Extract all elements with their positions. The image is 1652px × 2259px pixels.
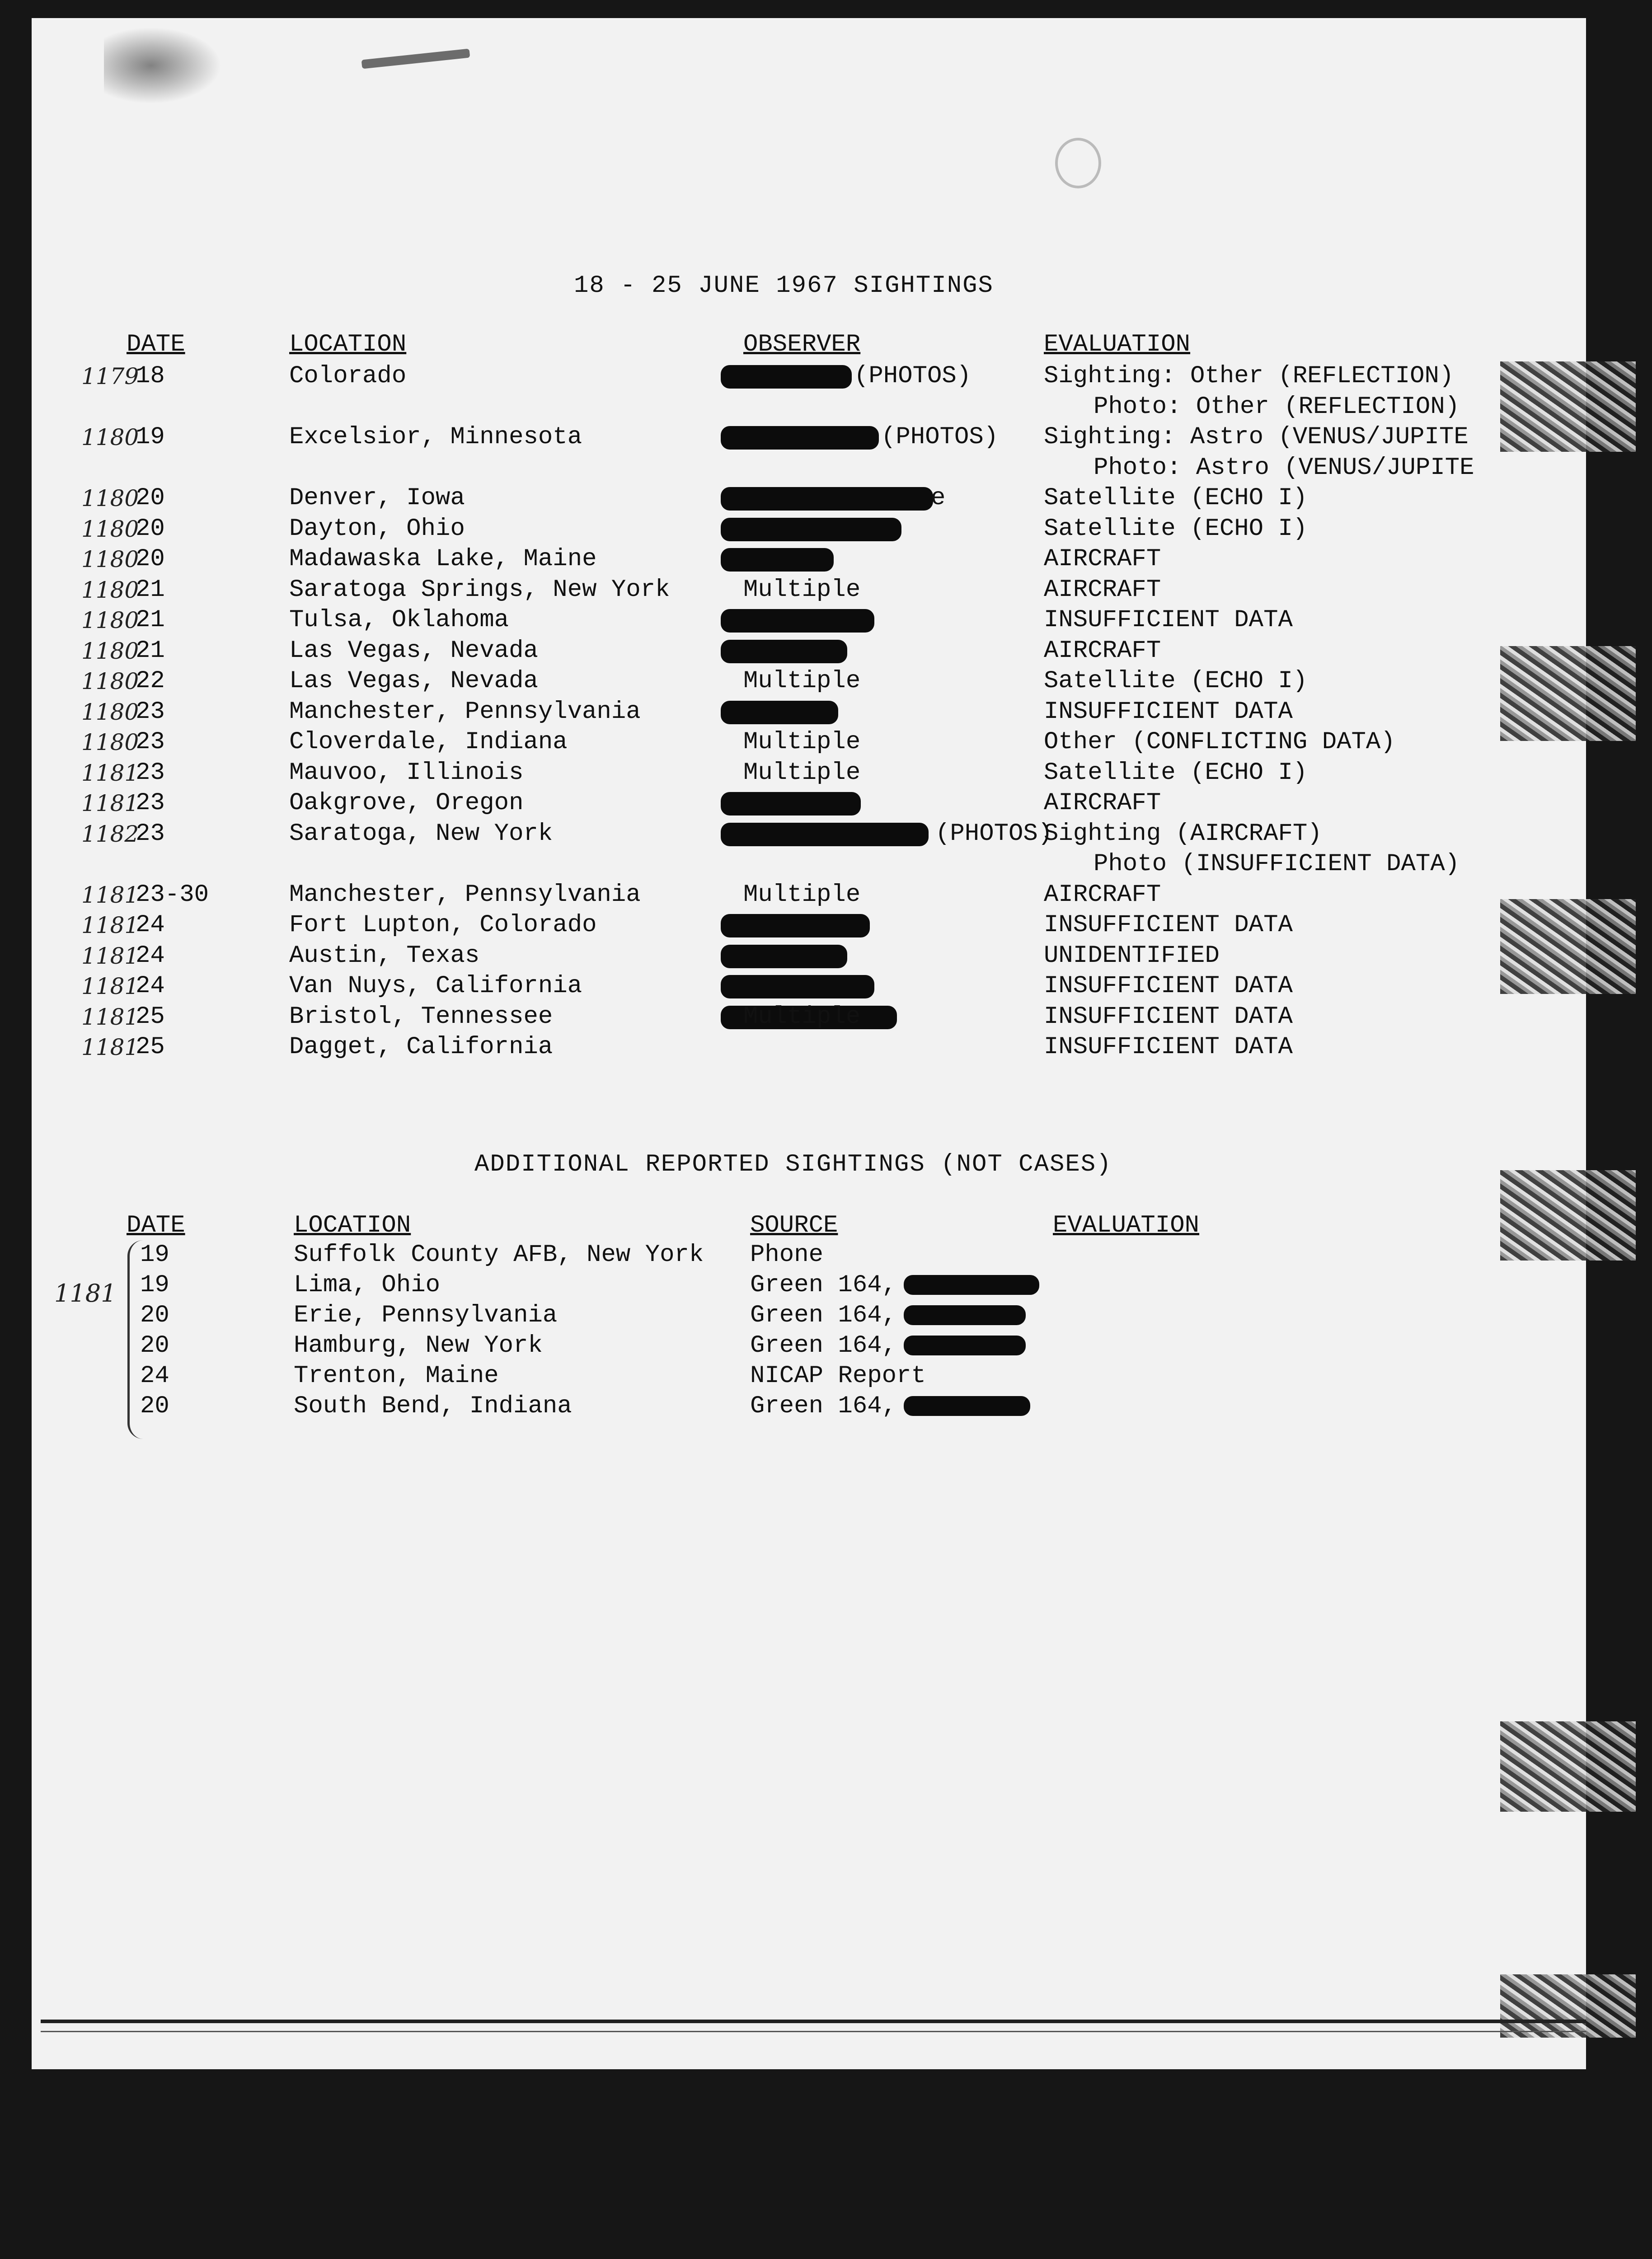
row-evaluation: AIRCRAFT bbox=[1044, 789, 1161, 817]
redaction-bar bbox=[721, 975, 874, 998]
row-observer: Multiple bbox=[743, 759, 861, 787]
redaction-bar bbox=[721, 914, 870, 937]
table-row bbox=[0, 1002, 1652, 1032]
table-row bbox=[0, 605, 1652, 635]
row-evaluation-photo: Photo (INSUFFICIENT DATA) bbox=[1094, 850, 1460, 878]
row-location: Saratoga Springs, New York bbox=[289, 576, 670, 604]
row-date: 21 bbox=[136, 606, 165, 634]
row-location: Las Vegas, Nevada bbox=[289, 667, 538, 695]
list-item bbox=[0, 1301, 1652, 1331]
row-date: 20 bbox=[140, 1332, 169, 1359]
row-date: 25 bbox=[136, 1003, 165, 1031]
handwritten-case-number: 1180 bbox=[81, 546, 139, 572]
list-item bbox=[0, 1331, 1652, 1361]
row-evaluation-photo: Photo: Astro (VENUS/JUPITE bbox=[1094, 454, 1474, 482]
header-observer: OBSERVER bbox=[743, 331, 861, 358]
row-location: Manchester, Pennsylvania bbox=[289, 881, 641, 909]
row-observer: Multiple bbox=[743, 881, 861, 909]
handwritten-case-number: 1181 bbox=[81, 912, 139, 938]
handwritten-case-number: 1181 bbox=[81, 943, 139, 969]
row-date: 24 bbox=[140, 1362, 169, 1390]
row-observer: e bbox=[931, 484, 946, 512]
handwritten-case-number: 1181 bbox=[54, 1279, 117, 1308]
handwritten-case-number: 1180 bbox=[81, 638, 139, 664]
row-location: Madawaska Lake, Maine bbox=[289, 545, 597, 573]
row-location: Manchester, Pennsylvania bbox=[289, 698, 641, 726]
row-location: Dayton, Ohio bbox=[289, 515, 465, 543]
row-source: NICAP Report bbox=[750, 1362, 926, 1390]
row-evaluation: INSUFFICIENT DATA bbox=[1044, 911, 1293, 939]
row-evaluation: UNIDENTIFIED bbox=[1044, 942, 1220, 970]
handwritten-case-number: 1181 bbox=[81, 882, 139, 908]
redaction-bar bbox=[904, 1275, 1039, 1295]
redaction-bar bbox=[721, 609, 874, 633]
handwritten-case-number: 1180 bbox=[81, 424, 139, 450]
row-date: 20 bbox=[136, 484, 165, 512]
row-date: 23 bbox=[136, 759, 165, 787]
additional-header-source: SOURCE bbox=[750, 1212, 838, 1239]
additional-header-date: DATE bbox=[127, 1212, 185, 1239]
row-source: Green 164, bbox=[750, 1271, 897, 1299]
table-row bbox=[0, 880, 1652, 910]
redaction-bar bbox=[904, 1305, 1026, 1325]
row-evaluation: Satellite (ECHO I) bbox=[1044, 759, 1308, 787]
row-date: 23-30 bbox=[136, 881, 209, 909]
row-location: Denver, Iowa bbox=[289, 484, 465, 512]
table-row bbox=[0, 788, 1652, 818]
row-observer: (PHOTOS) bbox=[854, 362, 971, 390]
row-date: 24 bbox=[136, 911, 165, 939]
row-evaluation-photo: Photo: Other (REFLECTION) bbox=[1094, 393, 1460, 421]
handwritten-case-number: 1181 bbox=[81, 760, 139, 786]
table-row bbox=[0, 697, 1652, 727]
row-observer: Multiple bbox=[743, 576, 861, 604]
redaction-bar bbox=[904, 1396, 1030, 1416]
handwritten-case-number: 1180 bbox=[81, 607, 139, 633]
row-date: 23 bbox=[136, 698, 165, 726]
row-location: Colorado bbox=[289, 362, 407, 390]
table-row bbox=[0, 727, 1652, 757]
row-location: Trenton, Maine bbox=[294, 1362, 499, 1390]
table-row bbox=[0, 941, 1652, 971]
row-observer: Multiple bbox=[743, 1003, 861, 1031]
handwritten-case-number: 1181 bbox=[81, 790, 139, 816]
list-item bbox=[0, 1361, 1652, 1391]
table-row bbox=[0, 453, 1652, 483]
handwritten-case-number: 1180 bbox=[81, 485, 139, 511]
row-evaluation: Satellite (ECHO I) bbox=[1044, 667, 1308, 695]
redaction-bar bbox=[721, 548, 834, 572]
additional-header-evaluation: EVALUATION bbox=[1053, 1212, 1200, 1239]
row-location: Cloverdale, Indiana bbox=[289, 728, 568, 756]
table-row bbox=[0, 1032, 1652, 1062]
list-item bbox=[0, 1240, 1652, 1270]
handwritten-case-number: 1181 bbox=[81, 1004, 139, 1030]
row-location: Hamburg, New York bbox=[294, 1332, 543, 1359]
list-item bbox=[0, 1270, 1652, 1300]
row-observer: Multiple bbox=[743, 667, 861, 695]
row-evaluation: Sighting (AIRCRAFT) bbox=[1044, 820, 1322, 848]
additional-title: ADDITIONAL REPORTED SIGHTINGS (NOT CASES) bbox=[474, 1151, 1112, 1178]
row-location: Lima, Ohio bbox=[294, 1271, 441, 1299]
handwritten-case-number: 1180 bbox=[81, 729, 139, 755]
row-source: Green 164, bbox=[750, 1302, 897, 1329]
row-date: 20 bbox=[136, 515, 165, 543]
row-date: 19 bbox=[136, 423, 165, 451]
table-row bbox=[0, 483, 1652, 513]
redaction-bar bbox=[721, 823, 929, 846]
row-location: Erie, Pennsylvania bbox=[294, 1302, 558, 1329]
row-evaluation: Other (CONFLICTING DATA) bbox=[1044, 728, 1395, 756]
redaction-bar bbox=[721, 365, 852, 389]
row-location: Excelsior, Minnesota bbox=[289, 423, 582, 451]
table-row bbox=[0, 392, 1652, 422]
header-evaluation: EVALUATION bbox=[1044, 331, 1191, 358]
row-evaluation: INSUFFICIENT DATA bbox=[1044, 972, 1293, 1000]
list-item bbox=[0, 1392, 1652, 1421]
row-date: 23 bbox=[136, 728, 165, 756]
additional-header-location: LOCATION bbox=[294, 1212, 411, 1239]
redaction-bar bbox=[721, 640, 847, 663]
table-row bbox=[0, 971, 1652, 1001]
handwritten-case-number: 1179 bbox=[81, 363, 139, 389]
row-observer: Multiple bbox=[743, 728, 861, 756]
table-row bbox=[0, 544, 1652, 574]
table-row bbox=[0, 361, 1652, 391]
row-evaluation: AIRCRAFT bbox=[1044, 576, 1161, 604]
page-title: 18 - 25 JUNE 1967 SIGHTINGS bbox=[574, 272, 994, 300]
table-row bbox=[0, 758, 1652, 788]
table-row bbox=[0, 849, 1652, 879]
row-observer: (PHOTOS) bbox=[935, 820, 1053, 848]
redaction-bar bbox=[904, 1336, 1026, 1355]
row-evaluation: Sighting: Astro (VENUS/JUPITE bbox=[1044, 423, 1469, 451]
row-location: Suffolk County AFB, New York bbox=[294, 1241, 704, 1269]
row-source: Green 164, bbox=[750, 1392, 897, 1420]
redaction-bar bbox=[721, 701, 838, 724]
row-location: Fort Lupton, Colorado bbox=[289, 911, 597, 939]
header-location: LOCATION bbox=[289, 331, 407, 358]
row-date: 24 bbox=[136, 972, 165, 1000]
row-evaluation: INSUFFICIENT DATA bbox=[1044, 606, 1293, 634]
table-row bbox=[0, 514, 1652, 544]
handwritten-case-number: 1182 bbox=[81, 821, 139, 847]
row-date: 20 bbox=[140, 1392, 169, 1420]
row-location: Austin, Texas bbox=[289, 942, 480, 970]
row-date: 23 bbox=[136, 820, 165, 848]
row-evaluation: INSUFFICIENT DATA bbox=[1044, 1003, 1293, 1031]
row-date: 19 bbox=[140, 1271, 169, 1299]
handwritten-case-number: 1180 bbox=[81, 516, 139, 542]
row-location: Tulsa, Oklahoma bbox=[289, 606, 509, 634]
table-row bbox=[0, 636, 1652, 666]
row-source: Green 164, bbox=[750, 1332, 897, 1359]
handwritten-case-number: 1180 bbox=[81, 577, 139, 603]
row-location: Saratoga, New York bbox=[289, 820, 553, 848]
row-evaluation: Satellite (ECHO I) bbox=[1044, 484, 1308, 512]
table-row bbox=[0, 575, 1652, 605]
table-row bbox=[0, 666, 1652, 696]
row-location: South Bend, Indiana bbox=[294, 1392, 572, 1420]
row-evaluation: AIRCRAFT bbox=[1044, 881, 1161, 909]
row-location: Oakgrove, Oregon bbox=[289, 789, 524, 817]
row-date: 21 bbox=[136, 637, 165, 665]
row-evaluation: AIRCRAFT bbox=[1044, 637, 1161, 665]
redaction-bar bbox=[721, 792, 861, 815]
row-location: Dagget, California bbox=[289, 1033, 553, 1061]
row-evaluation: INSUFFICIENT DATA bbox=[1044, 698, 1293, 726]
row-date: 21 bbox=[136, 576, 165, 604]
redaction-bar bbox=[721, 945, 847, 968]
row-evaluation: AIRCRAFT bbox=[1044, 545, 1161, 573]
row-evaluation: Sighting: Other (REFLECTION) bbox=[1044, 362, 1454, 390]
handwritten-case-number: 1180 bbox=[81, 699, 139, 725]
row-date: 20 bbox=[136, 545, 165, 573]
redaction-bar bbox=[721, 426, 879, 450]
row-date: 25 bbox=[136, 1033, 165, 1061]
row-observer: (PHOTOS) bbox=[881, 423, 999, 451]
row-date: 19 bbox=[140, 1241, 169, 1269]
header-date: DATE bbox=[127, 331, 185, 358]
row-date: 24 bbox=[136, 942, 165, 970]
redaction-bar bbox=[721, 518, 901, 541]
handwritten-case-number: 1181 bbox=[81, 973, 139, 999]
row-date: 18 bbox=[136, 362, 165, 390]
row-source: Phone bbox=[750, 1241, 824, 1269]
row-evaluation: Satellite (ECHO I) bbox=[1044, 515, 1308, 543]
table-row bbox=[0, 910, 1652, 940]
row-location: Bristol, Tennessee bbox=[289, 1003, 553, 1031]
row-evaluation: INSUFFICIENT DATA bbox=[1044, 1033, 1293, 1061]
redaction-bar bbox=[721, 487, 933, 511]
table-row bbox=[0, 422, 1652, 452]
row-date: 20 bbox=[140, 1302, 169, 1329]
row-date: 22 bbox=[136, 667, 165, 695]
row-location: Van Nuys, California bbox=[289, 972, 582, 1000]
row-location: Las Vegas, Nevada bbox=[289, 637, 538, 665]
table-row bbox=[0, 819, 1652, 849]
handwritten-case-number: 1180 bbox=[81, 668, 139, 694]
handwritten-case-number: 1181 bbox=[81, 1034, 139, 1060]
row-location: Mauvoo, Illinois bbox=[289, 759, 524, 787]
row-date: 23 bbox=[136, 789, 165, 817]
